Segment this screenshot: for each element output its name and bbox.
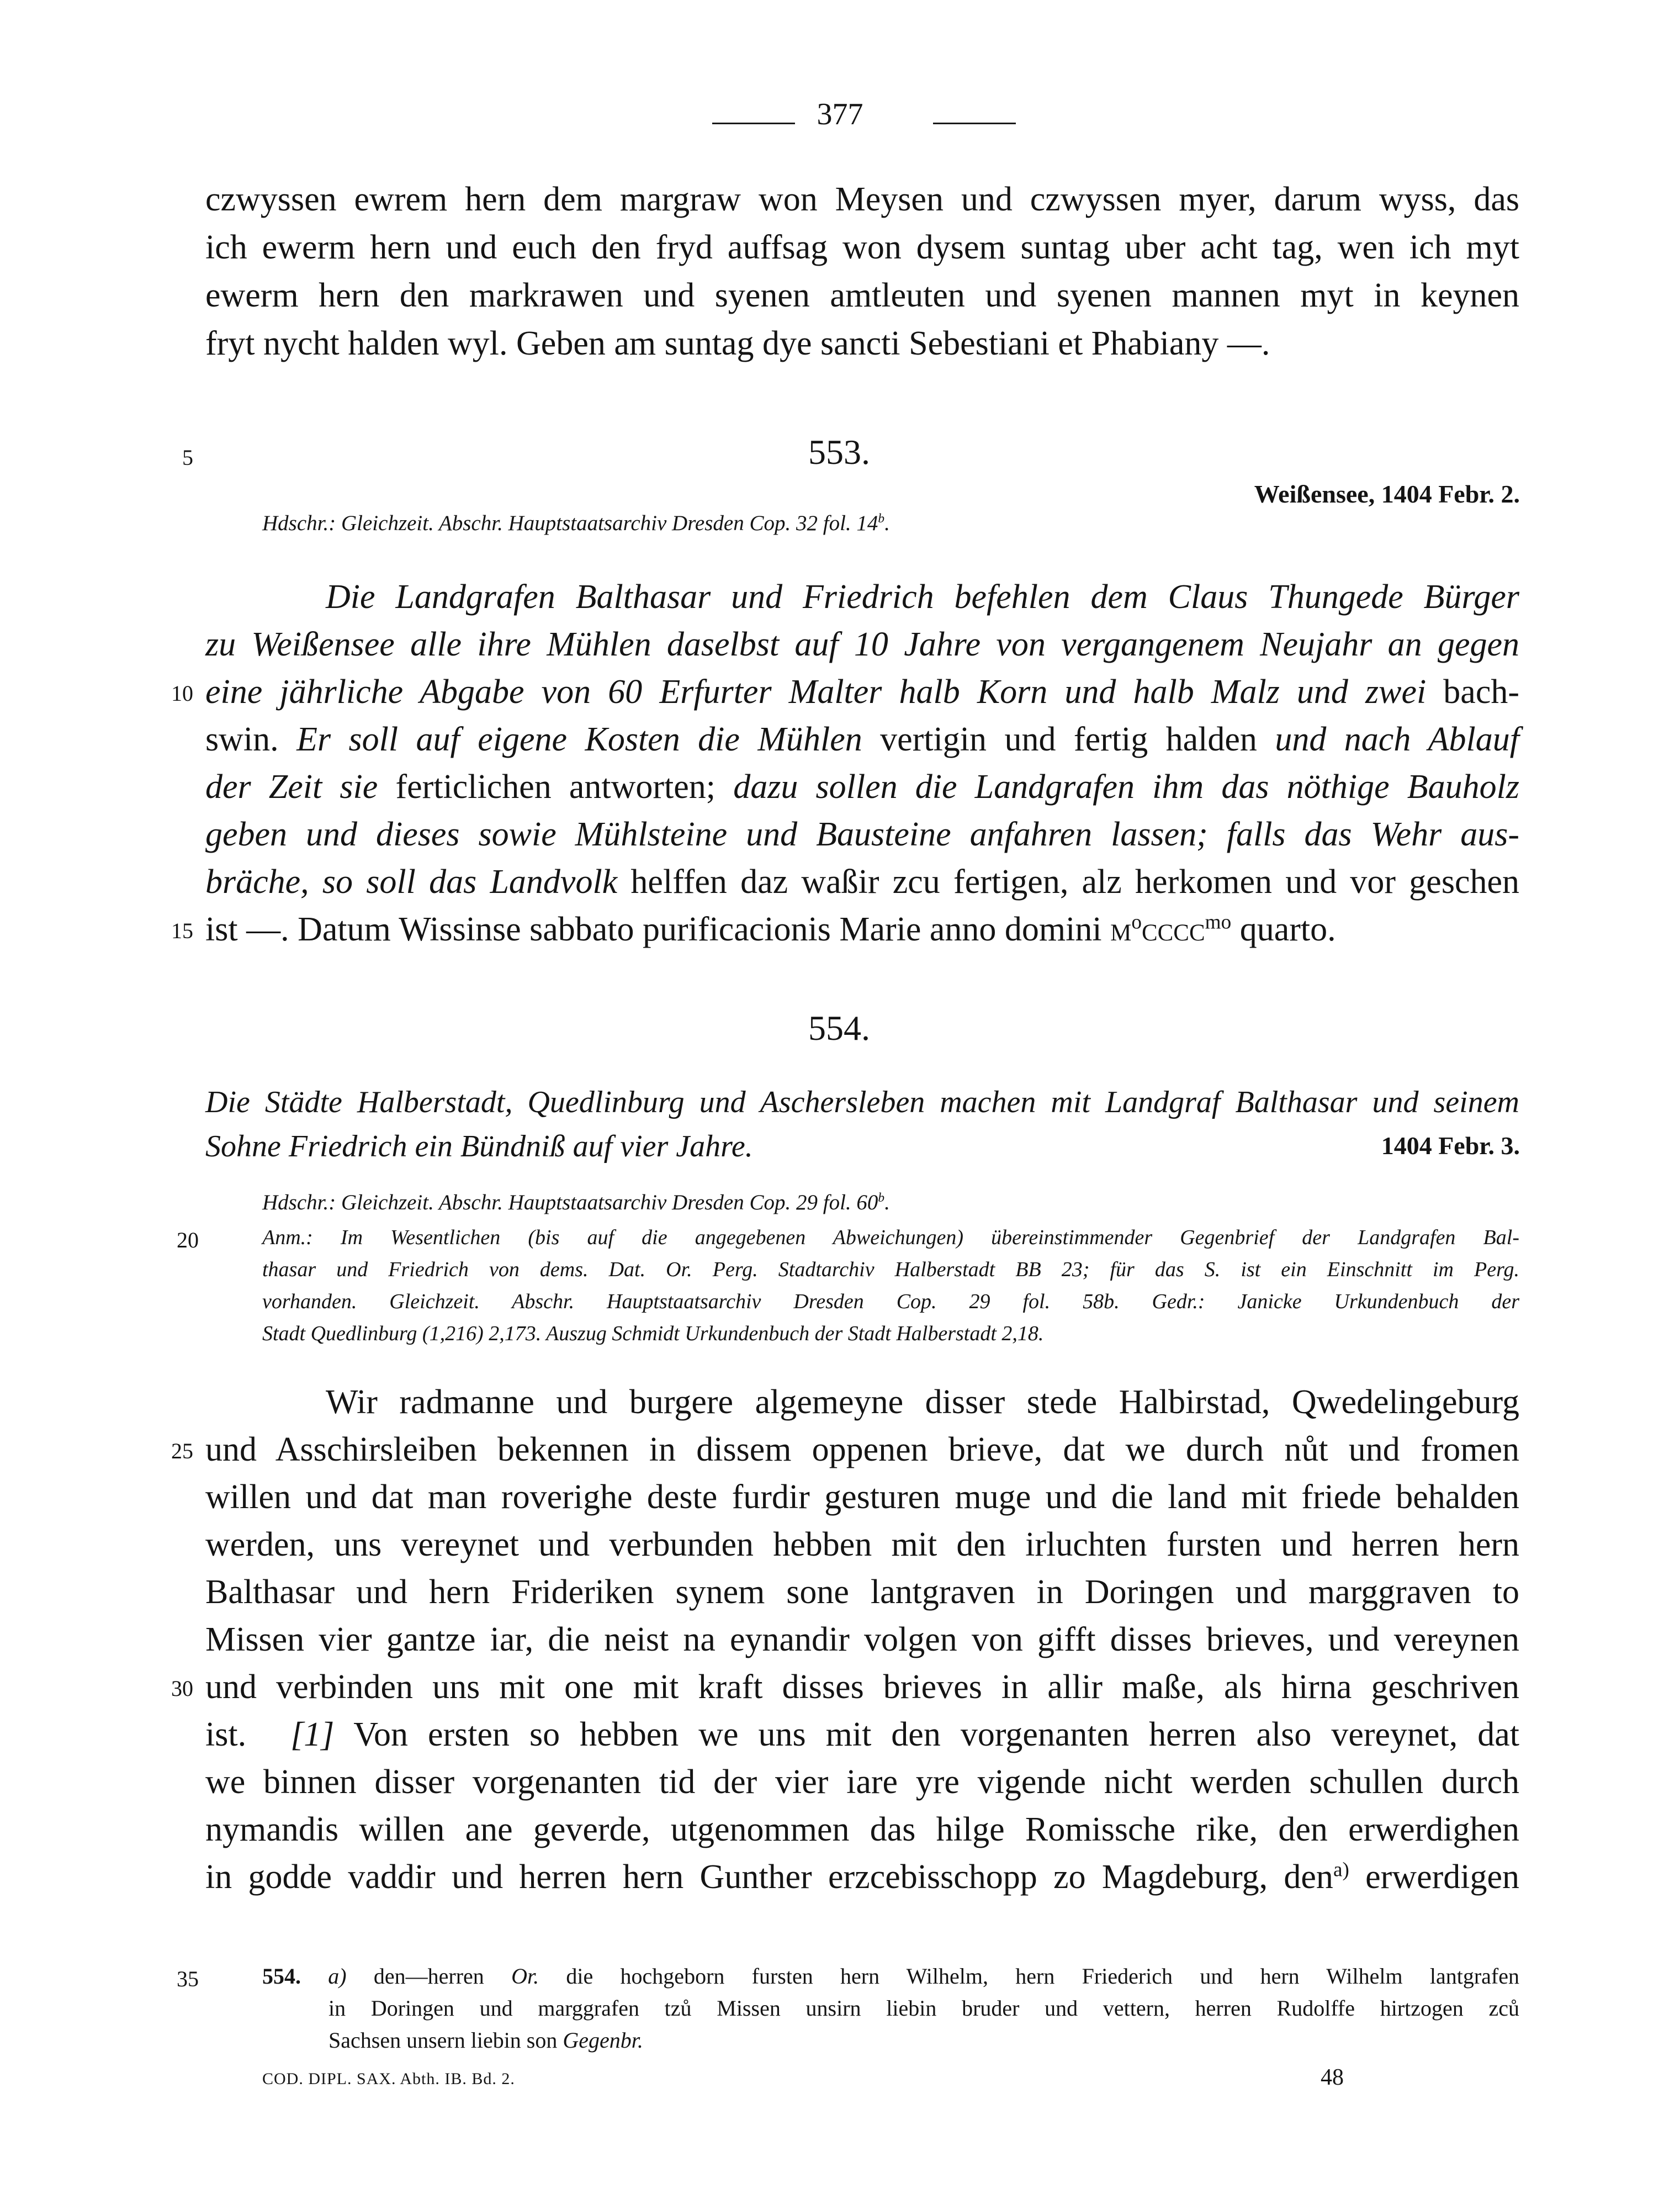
dateline: 1404 Febr. 3. bbox=[1381, 1131, 1520, 1160]
text-line: zu Weißensee alle ihre Mühlen daselbst auf 10 Jahre von vergangenem Neujahr an gegen bbox=[205, 626, 1519, 663]
line-number: 15 bbox=[171, 918, 193, 943]
text-line: ist. [1] Von ersten so hebben we uns mit den vorgenanten herren also vereynet, dat bbox=[205, 1716, 1519, 1753]
page-number: 377 bbox=[817, 97, 863, 131]
text-line: Missen vier gantze iar, die neist na eynandir volgen von gifft disses brieves, und vereynen bbox=[205, 1621, 1519, 1658]
text-line: ist —. Datum Wissinse sabbato purificacionis Marie anno domini $m^occcc^{mo}$ quarto. bbox=[205, 911, 1336, 948]
manuscript-note: Hdschr.: Gleichzeit. Abschr. Hauptstaatsarchiv Dresden Cop. 32 fol. 14$^b$. bbox=[262, 511, 890, 535]
line-number: 30 bbox=[171, 1676, 193, 1701]
text-line: fryt nycht halden wyl. Geben am suntag dye sancti Sebestiani et Phabiany —. bbox=[205, 325, 1270, 362]
document-number: 553. bbox=[808, 432, 870, 472]
line-number: 35 bbox=[177, 1966, 199, 1991]
header-rule-right bbox=[933, 123, 1016, 124]
note-line: Stadt Quedlinburg (1,216) 2,173. Auszug Schmidt Urkundenbuch der Stadt Halberstadt 2,18. bbox=[262, 1322, 1044, 1345]
note-line: Anm.: Im Wesentlichen (bis auf die angegebenen Abweichungen) übereinstimmender Gegenbrief der Landgrafen Bal- bbox=[262, 1226, 1519, 1249]
text-line: willen und dat man roverighe deste furdir gesturen muge und die land mit friede behalden bbox=[205, 1478, 1519, 1516]
text-line: und verbinden uns mit one mit kraft disses brieves in allir maße, als hirna geschriven bbox=[205, 1668, 1519, 1706]
footnote-line: in Doringen und marggrafen tzů Missen unsirn liebin bruder und vettern, herren Rudolffe hirtzogen zců bbox=[328, 1996, 1519, 2021]
dateline: Weißensee, 1404 Febr. 2. bbox=[1254, 480, 1520, 508]
text-line: werden, uns vereynet und verbunden hebben mit den irluchten fursten und herren hern bbox=[205, 1526, 1519, 1563]
line-number: 20 bbox=[177, 1228, 199, 1252]
note-line: vorhanden. Gleichzeit. Abschr. Hauptstaatsarchiv Dresden Cop. 29 fol. 58b. Gedr.: Janicke Urkundenbuch der bbox=[262, 1290, 1519, 1313]
text-line: ich ewerm hern und euch den fryd auffsag won dysem suntag uber acht tag, wen ich myt bbox=[205, 229, 1519, 266]
sheet-signature: 48 bbox=[1321, 2065, 1344, 2090]
text-line: ewerm hern den markrawen und syenen amtleuten und syenen mannen myt in keynen bbox=[205, 277, 1519, 314]
line-number: 5 bbox=[182, 445, 193, 470]
text-line: Die Landgrafen Balthasar und Friedrich befehlen dem Claus Thungede Bürger bbox=[326, 578, 1519, 616]
text-line: geben und dieses sowie Mühlsteine und Bausteine anfahren lassen; falls das Wehr aus- bbox=[205, 816, 1519, 853]
text-line: czwyssen ewrem hern dem margraw won Meysen und czwyssen myer, darum wyss, das bbox=[205, 181, 1519, 218]
text-line: und Asschirsleiben bekennen in dissem oppenen brieve, dat we durch nůt und fromen bbox=[205, 1431, 1519, 1468]
manuscript-note: Hdschr.: Gleichzeit. Abschr. Hauptstaatsarchiv Dresden Cop. 29 fol. 60$^b$. bbox=[262, 1191, 890, 1214]
series-footer: COD. DIPL. SAX. Abth. IB. Bd. 2. bbox=[262, 2070, 515, 2088]
text-line: in godde vaddir und herren hern Gunther erzcebisschopp zo Magdeburg, den$^{a)}$ erwerdigen bbox=[205, 1858, 1519, 1896]
regest-line: Die Städte Halberstadt, Quedlinburg und Aschersleben machen mit Landgraf Balthasar und seinem bbox=[205, 1085, 1519, 1119]
text-line: eine jährliche Abgabe von 60 Erfurter Malter halb Korn und halb Malz und zwei bach- bbox=[205, 673, 1519, 711]
text-line: swin. Er soll auf eigene Kosten die Mühlen vertigin und fertig halden und nach Ablauf bbox=[205, 721, 1519, 758]
text-line: bräche, so soll das Landvolk helffen daz waßir zcu fertigen, alz herkomen und vor geschen bbox=[205, 863, 1519, 901]
footnote-line: 554. a) den—herren Or. die hochgeborn fursten hern Wilhelm, hern Friederich und hern Wilhelm lantgrafen bbox=[262, 1964, 1520, 1989]
line-number: 25 bbox=[171, 1439, 193, 1463]
footnote-line: Sachsen unsern liebin son Gegenbr. bbox=[328, 2028, 643, 2053]
text-line: we binnen disser vorgenanten tid der vier iare yre vigende nicht werden schullen durch bbox=[205, 1763, 1519, 1801]
document-number: 554. bbox=[808, 1008, 870, 1048]
text-line: nymandis willen ane geverde, utgenommen das hilge Romissche rike, den erwerdighen bbox=[205, 1811, 1519, 1848]
text-line: der Zeit sie ferticlichen antworten; dazu sollen die Landgrafen ihm das nöthige Bauholz bbox=[205, 768, 1519, 806]
line-number: 10 bbox=[171, 681, 193, 706]
text-line: Wir radmanne und burgere algemeyne disser stede Halbirstad, Qwedelingeburg bbox=[326, 1383, 1519, 1421]
regest-line: Sohne Friedrich ein Bündniß auf vier Jahre. bbox=[205, 1129, 753, 1164]
text-line: Balthasar und hern Frideriken synem sone lantgraven in Doringen und marggraven to bbox=[205, 1573, 1519, 1611]
note-line: thasar und Friedrich von dems. Dat. Or. Perg. Stadtarchiv Halberstadt BB 23; für das S. ist ein Einschnitt im Perg. bbox=[262, 1258, 1519, 1281]
